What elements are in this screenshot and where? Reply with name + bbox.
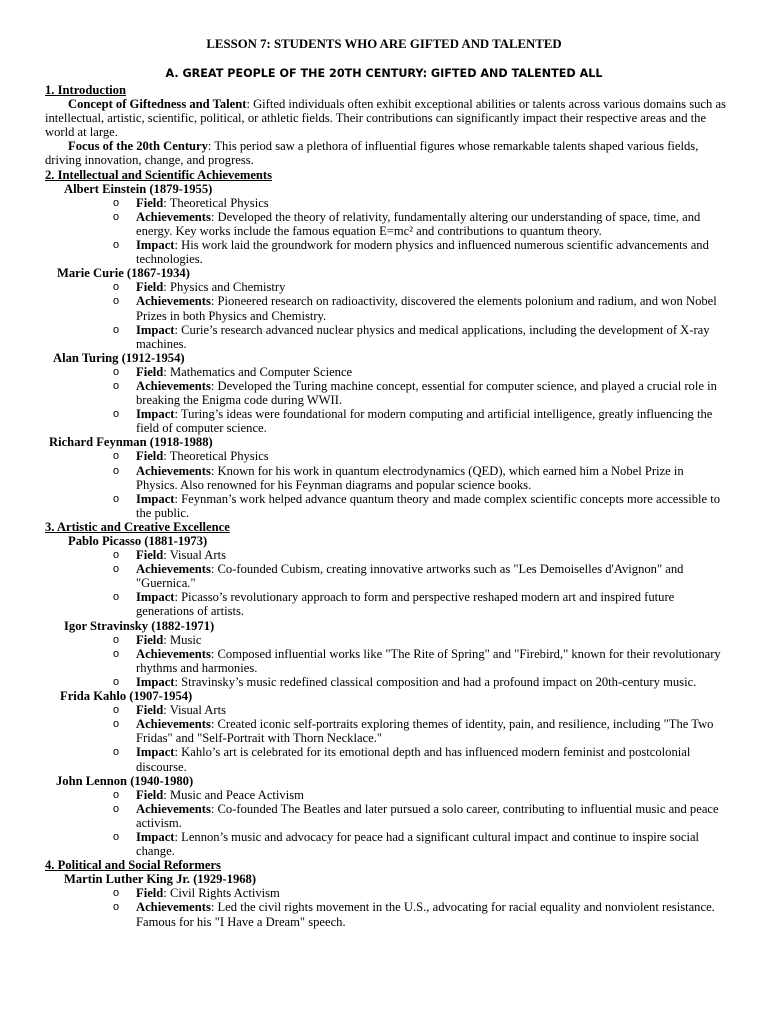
intro-paragraph — [45, 139, 728, 167]
person-name: Martin Luther King Jr. (1929-1968) — [64, 872, 257, 887]
section-heading-introduction: 1. Introduction — [45, 83, 126, 97]
bullet-text: : Created iconic self-portraits exploring themes of identity, pain, and resilience, including "The Two Fridas" and "Self-Portrait with Thorn Necklace." — [136, 717, 714, 746]
person-entry — [0, 689, 768, 774]
bullet-text: : Known for his work in quantum electrodynamics (QED), which earned him a Nobel Prize in Physics. Also renowned for his Feynman diagrams and popular science books. — [136, 463, 684, 492]
bullet-marker: o — [113, 281, 120, 294]
person-name: Richard Feynman (1918-1988) — [49, 435, 213, 450]
bullet-term: Impact — [136, 491, 175, 506]
intro-text: : This period saw a plethora of influential figures whose remarkable talents shaped various fields, driving innovation, change, and progress. — [45, 139, 699, 168]
list-item — [113, 674, 724, 689]
list-item — [113, 463, 724, 492]
bullet-text: : Developed the theory of relativity, fundamentally altering our understanding of space, time, and energy. Key works include the famous equation E=mc² and contributions to quantum theory. — [136, 209, 701, 238]
intro-term: Focus of the 20th Century — [68, 139, 208, 154]
list-item — [113, 407, 724, 436]
list-item — [113, 294, 724, 323]
bullet-text: : Led the civil rights movement in the U.S., advocating for racial equality and nonviolent resistance. Famous for his "I Have a Dream" speech. — [136, 900, 715, 929]
bullet-text: : Music — [163, 632, 202, 647]
person-name: Pablo Picasso (1881-1973) — [68, 534, 208, 548]
bullet-text: : Feynman’s work helped advance quantum theory and made complex scientific concepts more accessible to the public. — [136, 491, 721, 520]
list-item — [113, 886, 724, 901]
bullet-text: : His work laid the groundwork for modern physics and influenced numerous scientific advancements and technologies. — [136, 238, 709, 267]
bullet-text: : Developed the Turing machine concept, essential for computer science, and played a crucial role in breaking the Enigma code during WWII. — [136, 378, 717, 408]
bullet-marker: o — [113, 239, 120, 252]
list-item — [113, 745, 724, 774]
list-item — [113, 646, 724, 675]
bullet-marker: o — [113, 633, 120, 646]
bullet-text: : Picasso’s revolutionary approach to form and perspective reshaped modern art and inspired future generations of artists. — [136, 590, 675, 619]
bullet-term: Field — [136, 886, 164, 901]
list-item — [113, 449, 724, 464]
bullet-marker: o — [113, 746, 120, 759]
list-item — [113, 703, 724, 718]
bullet-marker: o — [113, 464, 120, 477]
list-item — [113, 364, 724, 379]
person-entry — [0, 872, 768, 928]
bullet-marker: o — [113, 492, 120, 505]
list-item — [113, 378, 724, 408]
list-item — [113, 632, 724, 647]
bullet-term: Achievements — [136, 900, 211, 915]
bullet-text: : Visual Arts — [163, 548, 226, 563]
bullet-marker: o — [113, 549, 120, 562]
bullet-marker: o — [113, 718, 120, 731]
bullet-term: Field — [136, 364, 164, 379]
bullet-text: : Mathematics and Computer Science — [163, 364, 353, 379]
bullet-marker: o — [113, 788, 120, 801]
bullet-term: Field — [136, 195, 164, 210]
bullet-marker: o — [113, 802, 120, 815]
bullet-text: : Turing’s ideas were foundational for modern computing and artificial intelligence, greatly influencing the field of computer science. — [136, 407, 713, 436]
bullet-text: : Co-founded The Beatles and later pursued a solo career, contributing to influential music and peace activism. — [136, 801, 719, 830]
bullet-term: Achievements — [136, 378, 211, 393]
bullet-text: : Music and Peace Activism — [163, 787, 304, 802]
bullet-text: : Kahlo’s art is celebrated for its emotional depth and has influenced modern feminist and postcolonial discourse. — [136, 745, 691, 774]
bullet-marker: o — [113, 675, 120, 688]
document-subtitle: A. GREAT PEOPLE OF THE 20TH CENTURY: GIFTED AND TALENTED ALL — [165, 67, 603, 80]
bullet-marker: o — [113, 450, 120, 463]
intro-term: Concept of Giftedness and Talent — [68, 97, 247, 112]
person-name: Marie Curie (1867-1934) — [57, 266, 190, 281]
bullet-term: Achievements — [136, 646, 211, 661]
list-item — [113, 280, 724, 295]
list-item — [113, 787, 724, 802]
person-name: Igor Stravinsky (1882-1971) — [64, 618, 215, 633]
bullet-term: Achievements — [136, 209, 211, 224]
bullet-term: Impact — [136, 322, 175, 337]
bullet-marker: o — [113, 323, 120, 336]
list-item — [113, 829, 724, 859]
bullet-term: Impact — [136, 238, 175, 253]
bullet-term: Field — [136, 632, 164, 647]
list-item — [113, 900, 724, 929]
bullet-term: Impact — [136, 829, 175, 844]
bullet-marker: o — [113, 704, 120, 717]
person-entry — [0, 534, 768, 619]
bullet-text: : Theoretical Physics — [163, 449, 269, 464]
bullet-text: : Composed influential works like "The Rite of Spring" and "Firebird," known for their revolutionary rhythms and harmonies. — [136, 646, 721, 675]
list-item — [113, 195, 724, 210]
bullet-text: : Co-founded Cubism, creating innovative artworks such as "Les Demoiselles d'Avignon" and "Guernica." — [136, 562, 684, 591]
bullet-marker: o — [113, 901, 120, 914]
bullet-term: Field — [136, 280, 164, 295]
bullet-text: : Theoretical Physics — [163, 195, 269, 210]
bullet-text: : Stravinsky’s music redefined classical composition and had a profound impact on 20th-century music. — [174, 674, 697, 689]
bullet-marker: o — [113, 647, 120, 660]
bullet-term: Achievements — [136, 801, 211, 816]
intro-paragraph — [45, 97, 728, 139]
bullet-marker: o — [113, 295, 120, 308]
bullet-text: : Physics and Chemistry — [163, 280, 286, 295]
person-entry — [0, 351, 768, 436]
bullet-term: Achievements — [136, 294, 211, 309]
bullet-text: : Pioneered research on radioactivity, discovered the elements polonium and radium, and won Nobel Prizes in both Physics and Chemistry. — [136, 294, 717, 323]
list-item — [113, 238, 724, 267]
list-item — [113, 322, 724, 351]
list-item — [113, 491, 724, 520]
list-item — [113, 209, 724, 238]
person-entry — [0, 182, 768, 267]
person-name: John Lennon (1940-1980) — [56, 773, 194, 788]
bullet-term: Impact — [136, 745, 175, 760]
bullet-text: : Civil Rights Activism — [163, 886, 280, 901]
section-heading-intellectual: 2. Intellectual and Scientific Achievements — [45, 167, 273, 182]
list-item — [113, 801, 724, 830]
bullet-marker: o — [113, 196, 120, 209]
bullet-term: Achievements — [136, 463, 211, 478]
bullet-term: Impact — [136, 407, 175, 422]
document-title: LESSON 7: STUDENTS WHO ARE GIFTED AND TALENTED — [206, 37, 562, 51]
bullet-term: Impact — [136, 674, 175, 689]
bullet-marker: o — [113, 408, 120, 421]
bullet-marker: o — [113, 365, 120, 378]
bullet-marker: o — [113, 887, 120, 900]
bullet-term: Field — [136, 787, 164, 802]
bullet-term: Field — [136, 548, 164, 563]
bullet-term: Field — [136, 703, 164, 718]
list-item — [113, 717, 724, 746]
list-item — [113, 548, 724, 563]
person-entry — [0, 619, 768, 689]
bullet-marker: o — [113, 210, 120, 223]
person-name: Frida Kahlo (1907-1954) — [60, 689, 193, 704]
list-item — [113, 590, 724, 619]
person-name: Albert Einstein (1879-1955) — [64, 181, 213, 196]
bullet-term: Impact — [136, 590, 175, 605]
bullet-term: Achievements — [136, 717, 211, 732]
list-item — [113, 562, 724, 591]
bullet-marker: o — [113, 830, 120, 843]
bullet-text: : Curie’s research advanced nuclear physics and medical applications, including the development of X-ray machines. — [136, 322, 710, 351]
bullet-marker: o — [113, 379, 120, 392]
bullet-marker: o — [113, 591, 120, 604]
bullet-text: : Lennon’s music and advocacy for peace had a significant cultural impact and continue to inspire social change. — [136, 829, 700, 859]
intro-text: : Gifted individuals often exhibit exceptional abilities or talents across various domains such as intellectual, artistic, scientific, political, or athletic fields. Their contributions can significantly impact their respective areas and the world at large. — [45, 97, 726, 140]
person-name: Alan Turing (1912-1954) — [53, 350, 185, 365]
person-entry — [0, 774, 768, 859]
person-entry — [0, 435, 768, 520]
bullet-term: Achievements — [136, 562, 211, 577]
bullet-term: Field — [136, 449, 164, 464]
section-heading-political: 4. Political and Social Reformers — [45, 858, 221, 873]
bullet-marker: o — [113, 563, 120, 576]
person-entry — [0, 266, 768, 351]
bullet-text: : Visual Arts — [163, 703, 226, 718]
section-heading-artistic: 3. Artistic and Creative Excellence — [45, 519, 230, 534]
